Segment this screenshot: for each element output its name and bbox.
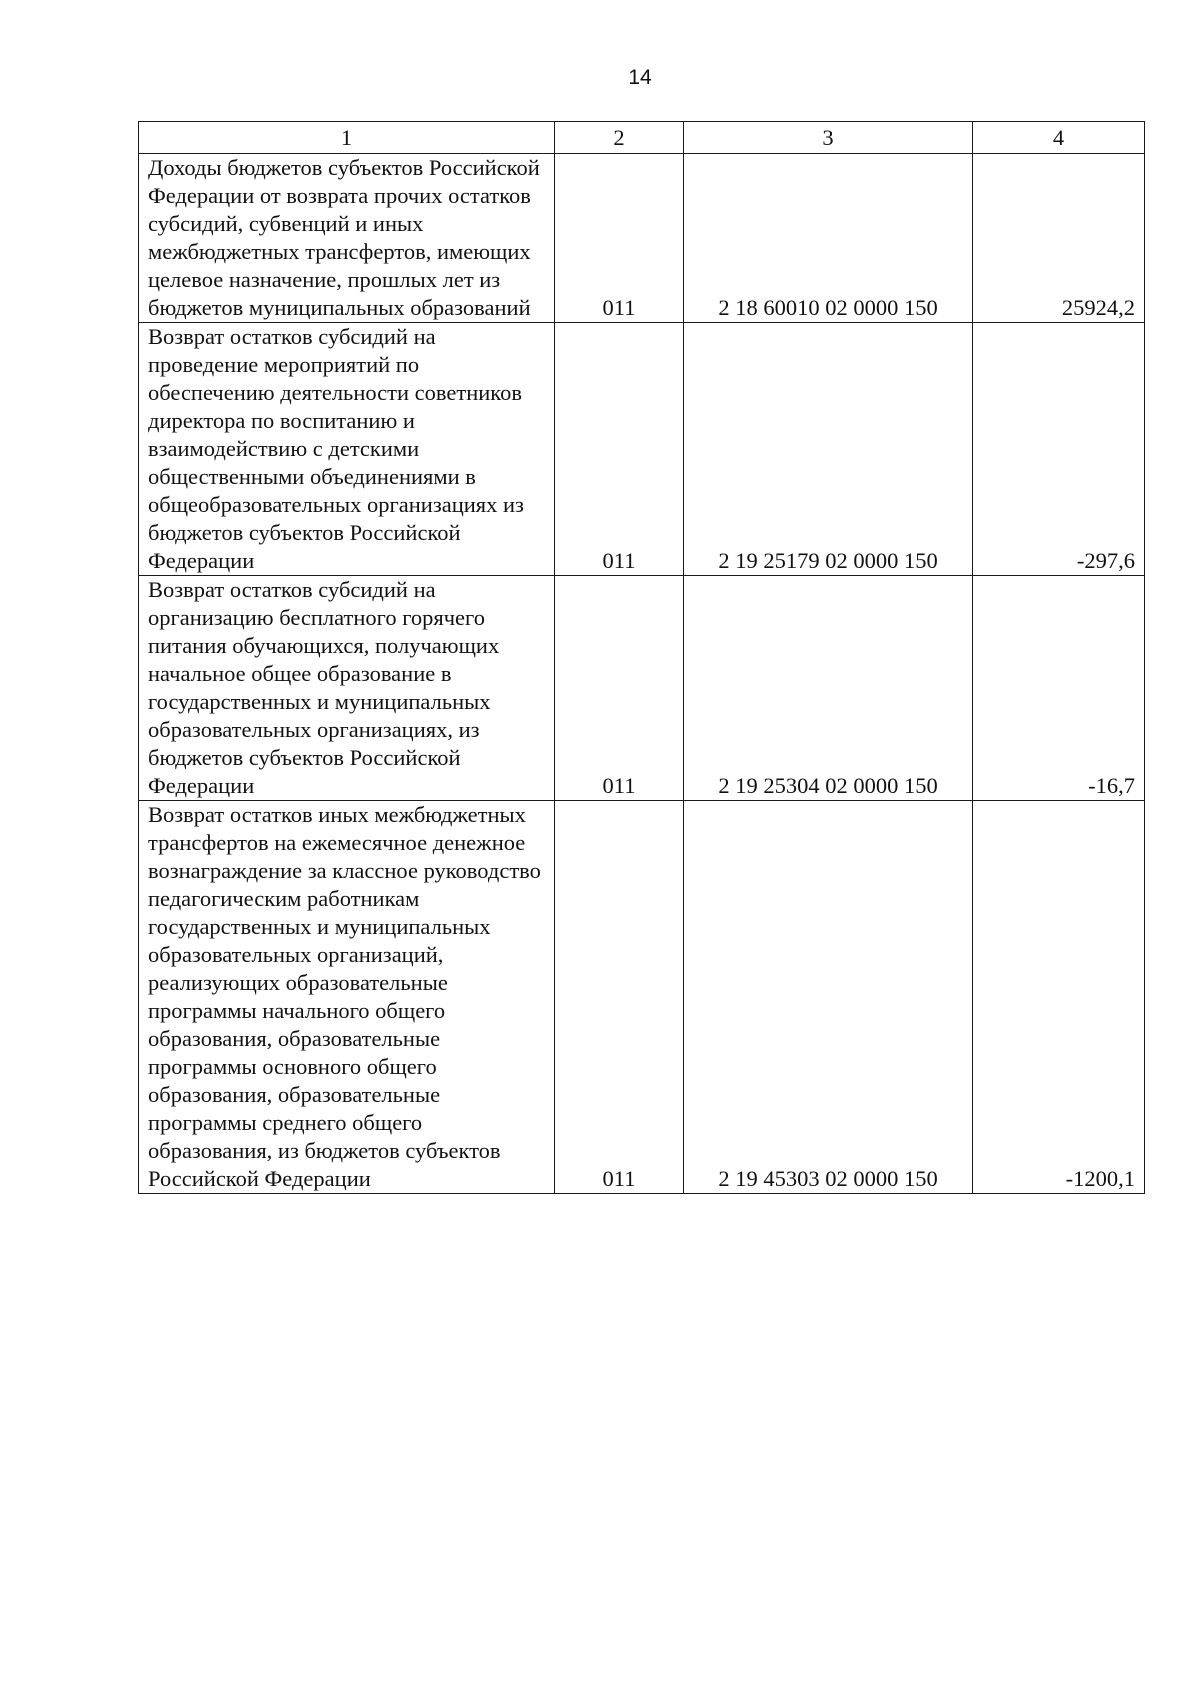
row-budget-classification-code: 2 19 25304 02 0000 150 <box>684 576 973 801</box>
column-header-4: 4 <box>973 122 1145 154</box>
row-budget-classification-code: 2 19 25179 02 0000 150 <box>684 323 973 576</box>
row-admin-code: 011 <box>555 323 684 576</box>
table-header-row <box>139 122 1145 154</box>
row-admin-code: 011 <box>555 154 684 323</box>
row-description: Доходы бюджетов субъектов Российской Федерации от возврата прочих остатков субсидий, субвенций и иных межбюджетных трансфертов, имеющих целевое назначение, прошлых лет из бюджетов муниципальных образований <box>139 154 555 323</box>
row-amount: 25924,2 <box>973 154 1145 323</box>
row-amount: -297,6 <box>973 323 1145 576</box>
row-description: Возврат остатков иных межбюджетных трансфертов на ежемесячное денежное вознаграждение за классное руководство педагогическим работникам государственных и муниципальных образовательных организаций, реализующих образовательные программы начального общего образования, образовательные программы основного общего образования, образовательные программы среднего общего образования, из бюджетов субъектов Российской Федерации <box>139 801 555 1194</box>
budget-table <box>138 121 1145 1194</box>
row-amount: -1200,1 <box>973 801 1145 1194</box>
page-number: 14 <box>628 66 652 89</box>
column-header-1: 1 <box>139 122 555 154</box>
row-description: Возврат остатков субсидий на организацию бесплатного горячего питания обучающихся, получающих начальное общее образование в государственных и муниципальных образовательных организациях, из бюджетов субъектов Российской Федерации <box>139 576 555 801</box>
table-row <box>139 801 1145 1194</box>
column-header-3: 3 <box>684 122 973 154</box>
row-description: Возврат остатков субсидий на проведение мероприятий по обеспечению деятельности советников директора по воспитанию и взаимодействию с детскими общественными объединениями в общеобразовательных организациях из бюджетов субъектов Российской Федерации <box>139 323 555 576</box>
row-admin-code: 011 <box>555 576 684 801</box>
table-row <box>139 323 1145 576</box>
column-header-2: 2 <box>555 122 684 154</box>
row-budget-classification-code: 2 18 60010 02 0000 150 <box>684 154 973 323</box>
row-admin-code: 011 <box>555 801 684 1194</box>
table-row <box>139 576 1145 801</box>
table-row <box>139 154 1145 323</box>
row-amount: -16,7 <box>973 576 1145 801</box>
row-budget-classification-code: 2 19 45303 02 0000 150 <box>684 801 973 1194</box>
